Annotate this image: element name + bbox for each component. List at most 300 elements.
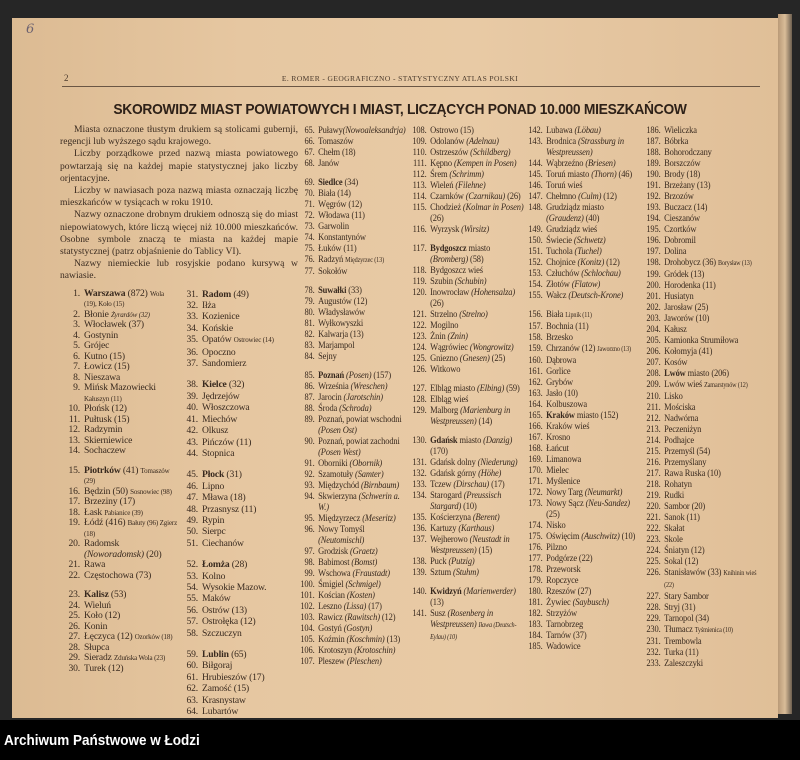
entry-number: 111.	[412, 158, 427, 169]
entry-number: 59.	[186, 649, 198, 661]
entry-text	[546, 553, 643, 564]
entry-number: 123.	[412, 331, 427, 342]
entry-text	[546, 465, 643, 476]
entry-number: 11.	[68, 413, 80, 425]
entry-segment: Starogard	[430, 490, 464, 501]
entry-number: 89.	[304, 414, 315, 425]
index-entry	[525, 465, 643, 476]
index-entry	[409, 383, 527, 394]
entry-segment: (41)	[120, 464, 141, 476]
index-entry	[297, 524, 412, 546]
entry-segment: Pilzno	[546, 542, 567, 553]
entry-number: 104.	[300, 623, 315, 634]
entry-text	[664, 291, 763, 302]
entry-text	[546, 575, 643, 586]
entry-number: 93.	[304, 480, 315, 491]
entry-segment: Zamość (15)	[202, 683, 250, 695]
entry-segment: Gostynin	[84, 329, 118, 341]
entry-segment: Mława (18)	[202, 492, 246, 504]
entry-text	[202, 481, 298, 492]
entry-number: 179.	[528, 575, 543, 586]
index-entry	[409, 276, 527, 287]
entry-number: 208.	[646, 368, 661, 379]
foreign-name: (Briesen)	[585, 158, 616, 169]
entry-segment: (17)	[366, 601, 382, 612]
foreign-name: (Wirsitz)	[461, 224, 490, 235]
index-entry	[525, 564, 643, 575]
page-title: SKOROWIDZ MIAST POWIATOWYCH I MIAST, LICZĄCYCH PONAD 10.000 MIESZKAŃCOW	[113, 101, 687, 118]
non-county-town: Bałuty (96) Zgierz (18)	[84, 519, 178, 538]
entry-segment: Śmigiel	[318, 579, 346, 590]
capital-city-name: Suwałki	[318, 285, 347, 296]
foreign-name: (Niederung)	[477, 457, 518, 468]
entry-text	[546, 498, 643, 520]
entry-number: 81.	[304, 318, 315, 329]
entry-number: 90.	[304, 436, 315, 447]
entry-text	[202, 672, 298, 683]
entry-segment: Kutno (15)	[84, 350, 125, 362]
index-entry	[178, 695, 298, 706]
entry-text	[664, 501, 763, 512]
index-entry	[409, 534, 527, 556]
entry-number: 225.	[646, 556, 661, 567]
index-group	[409, 383, 527, 427]
entry-text	[430, 147, 527, 158]
entry-number: 153.	[528, 268, 543, 279]
index-entry	[525, 388, 643, 399]
entry-segment: (20)	[143, 548, 162, 560]
entry-segment: Tarnopol (34)	[664, 613, 709, 624]
entry-segment: Rawa Ruska (10)	[664, 468, 721, 479]
entry-number: 190.	[646, 169, 661, 180]
entry-segment: Świecie	[546, 235, 574, 246]
index-entry	[178, 559, 298, 570]
entry-segment: Chojnice	[546, 257, 578, 268]
index-entry	[178, 515, 298, 526]
foreign-name: (Koschmin)	[346, 634, 385, 645]
entry-number: 136.	[412, 523, 427, 534]
index-entry	[409, 435, 527, 457]
entry-number: 141.	[412, 608, 427, 619]
entry-text	[318, 513, 412, 524]
foreign-name: (Krotoschin)	[354, 645, 396, 656]
entry-text	[664, 379, 763, 391]
capital-city-name: Łomża	[202, 559, 230, 571]
entry-segment: Tuchola	[546, 246, 575, 257]
entry-number: 183.	[528, 619, 543, 630]
entry-number: 144.	[528, 158, 543, 169]
entry-segment: Biała	[546, 309, 566, 320]
index-entry	[297, 158, 412, 169]
entry-segment: Wieleń	[430, 180, 456, 191]
index-entry	[643, 402, 763, 413]
foreign-name: (Neutomischl)	[318, 535, 365, 546]
entry-text	[318, 634, 412, 645]
index-entry	[525, 410, 643, 421]
entry-text	[546, 421, 643, 432]
non-county-town: Zduńska Wola (23)	[113, 654, 166, 663]
entry-segment: Witkowo	[430, 364, 461, 375]
entry-segment: Czortków	[664, 224, 697, 235]
entry-text	[430, 320, 527, 331]
entry-segment: Olkusz	[202, 425, 229, 437]
entry-number: 147.	[528, 191, 543, 202]
entry-segment: Sanok (11)	[664, 512, 700, 523]
foreign-name: (Wreschen)	[350, 381, 388, 392]
index-group	[643, 125, 763, 669]
entry-segment: Nowy Targ	[546, 487, 585, 498]
entry-number: 112.	[412, 169, 427, 180]
entry-number: 110.	[412, 147, 427, 158]
entry-segment: Ciechanów	[202, 537, 244, 549]
index-entry	[525, 597, 643, 608]
index-entry	[525, 498, 643, 520]
entry-segment: Maków	[202, 593, 231, 605]
entry-number: 121.	[412, 309, 427, 320]
entry-text	[318, 381, 412, 392]
left-index-columns	[60, 289, 298, 728]
entry-segment: (33)	[346, 285, 362, 296]
index-entry	[409, 287, 527, 309]
entry-number: 163.	[528, 388, 543, 399]
entry-text	[430, 136, 527, 147]
entry-segment: Turek (12)	[84, 662, 124, 674]
intro-and-left-columns	[60, 124, 298, 727]
index-entry	[409, 243, 527, 265]
entry-text	[318, 285, 412, 296]
index-group	[178, 649, 298, 717]
entry-segment: Radzymin	[84, 424, 123, 436]
index-entry	[409, 608, 527, 643]
index-entry	[297, 243, 412, 254]
entry-segment: Wąbrzeźno	[546, 158, 586, 169]
index-entry	[409, 191, 527, 202]
entry-number: 154.	[528, 279, 543, 290]
entry-text	[664, 246, 763, 257]
entry-number: 24.	[68, 599, 80, 611]
index-entry	[409, 169, 527, 180]
index-entry	[297, 340, 412, 351]
entry-segment: Kościan	[318, 590, 347, 601]
foreign-name: (Nowoaleksandrja)	[342, 125, 406, 136]
entry-segment: Ostrzeszów	[430, 147, 471, 158]
index-entry	[297, 381, 412, 392]
entry-segment: Elbląg wieś	[430, 394, 469, 405]
entry-segment: Oborniki	[318, 458, 350, 469]
entry-text	[546, 366, 643, 377]
index-entry	[643, 147, 763, 158]
foreign-name: (Putzig)	[448, 556, 475, 567]
entry-segment: Strzelno	[430, 309, 460, 320]
entry-segment: Sierpc	[202, 526, 226, 538]
entry-number: 149.	[528, 224, 543, 235]
index-entry	[409, 468, 527, 479]
entry-number: 142.	[528, 125, 543, 136]
entry-number: 106.	[300, 645, 315, 656]
entry-text	[84, 289, 178, 310]
entry-segment: Września	[318, 381, 351, 392]
header-rule	[62, 86, 760, 87]
entry-text	[202, 605, 298, 616]
entry-text	[84, 466, 178, 487]
index-entry	[178, 311, 298, 322]
index-entry	[525, 641, 643, 652]
index-entry	[643, 191, 763, 202]
entry-text	[664, 357, 763, 368]
entry-segment: Husiatyn	[664, 291, 694, 302]
index-entry	[643, 368, 763, 379]
index-entry	[297, 590, 412, 601]
index-entry	[643, 424, 763, 435]
foreign-name: (Jarotschin)	[343, 392, 383, 403]
entry-number: 181.	[528, 597, 543, 608]
entry-segment: Sokołów	[318, 266, 348, 277]
entry-segment: Tczew	[430, 479, 454, 490]
entry-text	[546, 476, 643, 487]
index-group	[409, 435, 527, 578]
index-entry	[409, 457, 527, 468]
foreign-name: (Schubin)	[454, 276, 487, 287]
index-entry	[297, 414, 412, 436]
entry-text	[664, 435, 763, 446]
entry-segment: Poznań, powiat wschodni	[318, 414, 402, 425]
entry-segment: Sochaczew	[84, 445, 126, 457]
entry-number: 66.	[304, 136, 315, 147]
entry-number: 40.	[186, 402, 198, 414]
entry-segment: Kolno	[202, 570, 226, 582]
entry-text	[318, 601, 412, 612]
index-entry	[643, 213, 763, 224]
entry-segment: Bóbrka	[664, 136, 689, 147]
entry-number: 5.	[73, 340, 80, 352]
index-entry	[643, 468, 763, 479]
entry-segment: Wschowa	[318, 568, 353, 579]
index-entry	[643, 158, 763, 169]
entry-segment: Nowy Sącz	[546, 498, 586, 509]
entry-segment: Stary Sambor	[664, 591, 709, 602]
entry-number: 3.	[73, 319, 80, 331]
entry-number: 73.	[304, 221, 315, 232]
capital-city-name: Płock	[202, 469, 225, 481]
entry-number: 171.	[528, 476, 543, 487]
entry-segment: Toruń miasto	[546, 169, 592, 180]
entry-text	[84, 664, 178, 675]
index-entry	[525, 619, 643, 630]
index-entry	[297, 579, 412, 590]
entry-segment: Leszno	[318, 601, 344, 612]
entry-segment: Grodzisk	[318, 546, 351, 557]
entry-text	[202, 311, 298, 322]
entry-segment: Toruń wieś	[546, 180, 583, 191]
entry-text	[84, 446, 178, 457]
entry-segment: Grudziądz wieś	[546, 224, 598, 235]
entry-number: 125.	[412, 353, 427, 364]
capital-city-name: Radom	[202, 288, 232, 300]
entry-number: 20.	[68, 538, 80, 550]
capital-city-name: Kwidzyń	[430, 586, 462, 597]
entry-text	[318, 199, 412, 210]
index-entry	[409, 202, 527, 224]
index-entry	[525, 257, 643, 268]
entry-text	[546, 520, 643, 531]
entry-number: 155.	[528, 290, 543, 301]
entry-text	[318, 370, 412, 381]
entry-segment: Oświęcim	[546, 531, 582, 542]
entry-number: 156.	[528, 309, 543, 320]
entry-number: 199.	[646, 269, 661, 280]
entry-segment: Chrzanów (12)	[546, 343, 598, 354]
entry-number: 101.	[300, 590, 315, 601]
entry-segment: Mielec	[546, 465, 569, 476]
entry-segment: Augustów (12)	[318, 296, 368, 307]
entry-text	[318, 125, 412, 136]
entry-segment: Peczeniżyn	[664, 424, 702, 435]
index-entry	[178, 289, 298, 300]
entry-segment: Żnin	[430, 331, 448, 342]
entry-number: 76.	[304, 254, 315, 265]
entry-text	[430, 309, 527, 320]
entry-segment: Tłumacz	[664, 624, 695, 635]
entry-text	[546, 443, 643, 454]
entry-number: 210.	[646, 391, 661, 402]
index-entry	[178, 469, 298, 480]
index-entry	[60, 466, 178, 487]
index-entry	[643, 313, 763, 324]
entry-number: 161.	[528, 366, 543, 377]
foreign-name: (Znin)	[447, 331, 468, 342]
entry-text	[430, 202, 527, 224]
entry-number: 230.	[646, 624, 661, 635]
entry-number: 202.	[646, 302, 661, 313]
entry-number: 209.	[646, 379, 661, 390]
index-entry	[525, 575, 643, 586]
entry-text	[430, 224, 527, 235]
entry-segment: Biała (14)	[318, 188, 351, 199]
index-entry	[409, 158, 527, 169]
index-entry	[297, 546, 412, 557]
entry-text	[318, 254, 412, 266]
index-entry	[643, 435, 763, 446]
index-group	[178, 559, 298, 639]
entry-segment: Horodenka (11)	[664, 280, 716, 291]
entry-text	[430, 479, 527, 490]
entry-segment: Iłża	[202, 300, 216, 312]
entry-segment: Koło (12)	[84, 610, 121, 622]
foreign-name: (Gnesen)	[459, 353, 490, 364]
entry-segment: Wadowice	[546, 641, 581, 652]
index-entry	[297, 177, 412, 188]
entry-text	[664, 567, 763, 591]
entry-text	[546, 630, 643, 641]
index-entry	[643, 479, 763, 490]
entry-text	[318, 340, 412, 351]
entry-text	[430, 158, 527, 169]
non-county-town: Jaworzno (13)	[597, 345, 631, 353]
entry-number: 31.	[186, 288, 198, 300]
entry-number: 170.	[528, 465, 543, 476]
entry-text	[318, 147, 412, 158]
entry-text	[318, 414, 412, 436]
index-entry	[643, 346, 763, 357]
entry-text	[546, 125, 643, 136]
index-entry	[409, 265, 527, 276]
entry-segment: Sztum	[430, 567, 454, 578]
entry-text	[84, 539, 178, 560]
index-entry	[178, 481, 298, 492]
entry-number: 48.	[186, 503, 198, 515]
non-county-town: Pabianice (39)	[104, 508, 143, 517]
index-entry	[525, 586, 643, 597]
entry-number: 160.	[528, 355, 543, 366]
entry-text	[430, 287, 527, 309]
entry-segment: Płońsk (12)	[84, 403, 127, 415]
entry-segment: Podhajce	[664, 435, 695, 446]
foreign-name: (Schmigel)	[345, 579, 381, 590]
entry-segment: Wieliczka	[664, 125, 697, 136]
entry-number: 75.	[304, 243, 315, 254]
foreign-name: (Schwerin a. W.)	[318, 491, 400, 513]
entry-segment: (13)	[430, 597, 444, 608]
entry-number: 196.	[646, 235, 661, 246]
entry-text	[546, 597, 643, 608]
index-group	[60, 466, 178, 582]
index-entry	[643, 379, 763, 391]
entry-text	[202, 391, 298, 402]
index-entry	[643, 556, 763, 567]
index-entry	[297, 136, 412, 147]
index-entry	[178, 358, 298, 369]
entry-number: 100.	[300, 579, 315, 590]
index-entry	[643, 257, 763, 269]
index-entry	[643, 534, 763, 545]
foreign-name: (Fraustadt)	[352, 568, 390, 579]
entry-text	[664, 280, 763, 291]
entry-segment: Przemyśl (54)	[664, 446, 711, 457]
entry-segment: (12)	[604, 257, 620, 268]
entry-text	[318, 232, 412, 243]
entry-number: 211.	[646, 402, 661, 413]
index-entry	[297, 491, 412, 513]
entry-number: 213.	[646, 424, 661, 435]
entry-text	[430, 512, 527, 523]
entry-text	[202, 628, 298, 639]
entry-text	[664, 624, 763, 636]
entry-number: 19.	[68, 517, 80, 529]
entry-text	[664, 136, 763, 147]
entry-number: 215.	[646, 446, 661, 457]
entry-text	[546, 487, 643, 498]
index-entry	[643, 291, 763, 302]
entry-number: 84.	[304, 351, 315, 362]
entry-text	[202, 538, 298, 549]
archive-label: Archiwum Państwowe w Łodzi	[4, 732, 200, 749]
entry-segment: Inowrocław	[430, 287, 472, 298]
entry-segment: (157)	[371, 370, 391, 381]
entry-segment: Włocławek (37)	[84, 319, 144, 331]
index-entry	[297, 254, 412, 266]
entry-number: 223.	[646, 534, 661, 545]
index-entry	[525, 332, 643, 343]
entry-segment: (65)	[228, 649, 247, 661]
entry-number: 14.	[68, 445, 80, 457]
entry-segment: Limanowa	[546, 454, 582, 465]
entry-text	[430, 523, 527, 534]
index-entry	[178, 683, 298, 694]
entry-segment: Kraków wieś	[546, 421, 590, 432]
entry-number: 74.	[304, 232, 315, 243]
entry-segment: Bohorodczany	[664, 147, 712, 158]
entry-text	[430, 394, 527, 405]
